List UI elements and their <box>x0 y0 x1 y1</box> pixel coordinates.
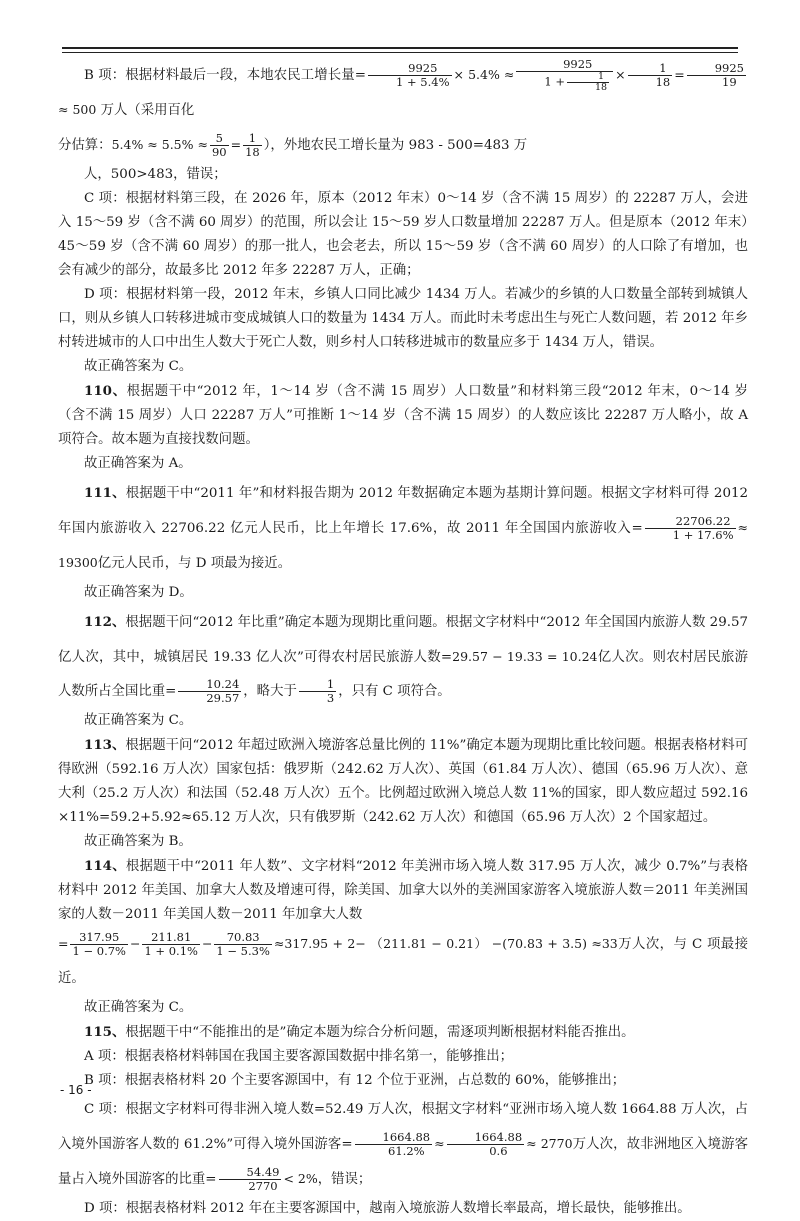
item-d-115: D 项：根据表格材料 2012 年在主要客源国中，越南入境旅游人数增长率最高，增长最快，能够推出。 <box>84 1201 691 1216</box>
answer-112: 故正确答案为 C。 <box>84 713 193 728</box>
fraction: $\frac{1664.88}{61.2\%}$ <box>355 1131 433 1158</box>
answer-114: 故正确答案为 C。 <box>84 1000 193 1015</box>
fraction: $\frac{1}{18}$ <box>245 131 260 159</box>
b-item-lead: B 项：根据材料最后一段，本地农民工增长量= <box>84 68 367 83</box>
item-b-115: B 项：根据表格材料 20 个主要客源国中，有 12 个位于亚洲，占总数的 60%，能够推出； <box>84 1073 626 1088</box>
b-item-line3: 人，500>483，错误； <box>84 167 227 182</box>
question-112: 112、根据题干问“2012 年比重”确定本题为现期比重问题。根据文字材料中“2012 年全国国内旅游人数 29.57 亿人次，其中，城镇居民 19.33 亿人次”可得农村居民旅游人数=29.57 − 19.33 = 10.24亿人次。则农村居民旅游人数所占全国比重= $\frac{10.24}{29.57}$ ，略大于 $\frac{1}{3}$ ，只有 C 项符合。 <box>58 614 749 705</box>
header-rule <box>62 47 738 49</box>
question-115: 115、根据题干中“不能推出的是”确定本题为综合分析问题，需逐项判断根据材料能否推出。 <box>84 1024 635 1040</box>
fraction: $\frac{54.49}{2770}$ <box>219 1166 282 1193</box>
fraction: $\frac{10.24}{29.57}$ <box>178 678 241 705</box>
fraction: $\frac{70.83}{1 - 5.3\%}$ <box>216 930 270 958</box>
answer-109: 故正确答案为 C。 <box>84 359 193 374</box>
header-rule-thin <box>62 52 738 53</box>
fraction: $\frac{1}{18}$ <box>628 62 673 89</box>
item-a-115: A 项：根据表格材料韩国在我国主要客源国数据中排名第一，能够推出； <box>84 1049 514 1064</box>
answer-113: 故正确答案为 B。 <box>84 834 192 849</box>
fraction: $\frac{9925}{1 + 5.4\%}$ <box>368 62 451 89</box>
fraction: $\frac{9925}{19}$ <box>687 62 746 89</box>
b-item-line1: B 项：根据材料最后一段，本地农民工增长量= $\frac{9925}{1 + 5.4\%}$ × 5.4% ≈ 9925 1 + $\frac{1}{18}$ × $\frac{1}{18}$ = $\frac{9925}{19}$ ≈ 500 万人（采用百化 <box>58 57 744 118</box>
d-item: D 项：根据材料第一段，2012 年末，乡镇人口同比减少 1434 万人。若减少的乡镇的人口数量全部转到城镇人口，则从乡镇人口转移进城市变成城镇人口的数量为 1434 万人。而此时未考虑出生与死亡人数问题，若 2012 年乡村转进城市的人口中出生人数大于死亡人数，则乡村人口转移进城市的数量应多于 1434 万人，错误。 <box>58 287 748 350</box>
c-item: C 项：根据材料第三段，在 2026 年，原本（2012 年末）0～14 岁（含不满 15 周岁）的 22287 万人，会进入 15～59 岁（含不满 60 周岁）的范围，所以会让 15～59 岁人口数量增加 22287 万人。但是原本（2012 年末）45～59 岁（含不满 60 周岁）的那一批人，也会老去，所以 15～59 岁（含不满 60 周岁）的人口除了有增加，也会有减少的部分，故最多比 2012 年多 22287 万人，正确； <box>58 191 748 278</box>
question-number: 111、 <box>84 485 126 501</box>
question-number: 113、 <box>84 737 126 753</box>
question-113: 113、根据题干问“2012 年超过欧洲入境游客总量比例的 11%”确定本题为现期比重比较问题。根据表格材料可得欧洲（592.16 万人次）国家包括：俄罗斯（242.62 万人次）、英国（61.84 万人次）、德国（65.96 万人次）、意大利（25.2 万人次）和法国（52.48 万人次）五个。比例超过欧洲入境总人数 11%的国家，即人数应超过 592.16 ×11%=59.2+5.92≈65.12 万人次，只有俄罗斯（242.62 万人次）和德国（65.96 万人次）2 个国家超过。 <box>58 737 748 825</box>
answer-110: 故正确答案为 A。 <box>84 456 192 471</box>
question-110: 110、根据题干中“2012 年，1～14 岁（含不满 15 周岁）人口数量”和材料第三段“2012 年末，0～14 岁（含不满 15 周岁）人口 22287 万人”可推断 1～14 岁（含不满 15 周岁）的人数应该比 22287 万人略小，故 A 项符合。故本题为直接找数问题。 <box>58 383 749 447</box>
fraction: 9925 1 + $\frac{1}{18}$ <box>516 58 613 93</box>
question-number: 110、 <box>84 383 127 399</box>
fraction: $\frac{5}{90}$ <box>211 131 227 159</box>
question-114: 114、根据题干中“2011 年人数”、文字材料“2012 年美洲市场入境人数 317.95 万人次，减少 0.7%”与表格材料中 2012 年美国、加拿大人数及增速可得，除美国、加拿大以外的美洲国家游客入境旅游人数＝2011 年美洲国家的人数－2011 年美国人数－2011 年加拿大人数 <box>58 858 749 922</box>
answer-111: 故正确答案为 D。 <box>84 585 193 600</box>
question-number: 112、 <box>84 614 126 630</box>
fraction: $\frac{1664.88}{0.6}$ <box>447 1131 525 1158</box>
page-body <box>58 58 748 1221</box>
question-number: 115、 <box>84 1024 126 1040</box>
fraction: $\frac{22706.22}{1 + 17.6\%}$ <box>645 515 736 542</box>
equation-114: = $\frac{317.95}{1 - 0.7\%}$ − $\frac{211.81}{1 + 0.1\%}$ − $\frac{70.83}{1 - 5.3\%}$ ≈317.95 + 2− （211.81 − 0.21） −(70.83 + 3.5) ≈33万人次，与 C 项最接近。 <box>58 930 748 986</box>
question-111: 111、根据题干中“2011 年”和材料报告期为 2012 年数据确定本题为基期计算问题。根据文字材料可得 2012 年国内旅游收入 22706.22 亿元人民币，比上年增长 17.6%，故 2011 年全国国内旅游收入= $\frac{22706.22}{1 + 17.6\%}$ ≈ 19300亿元人民币，与 D 项最为接近。 <box>58 485 748 571</box>
question-number: 114、 <box>84 858 126 874</box>
fraction: $\frac{211.81}{1 + 0.1\%}$ <box>144 930 198 958</box>
b-item-line2: 分估算：5.4% ≈ 5.5% ≈ $\frac{5}{90}$ = $\frac{1}{18}$ ），外地农民工增长量为 983 - 500=483 万 <box>58 131 528 159</box>
page-number: - 16 - <box>60 1083 92 1097</box>
fraction: $\frac{317.95}{1 - 0.7\%}$ <box>72 930 126 958</box>
item-c-115: C 项：根据文字材料可得非洲入境人数=52.49 万人次，根据文字材料“亚洲市场入境人数 1664.88 万人次，占入境外国游客人数的 61.2%”可得入境外国游客= $\frac{1664.88}{61.2\%}$ ≈ $\frac{1664.88}{0.6}$ ≈ 2770万人次，故非洲地区入境游客量占入境外国游客的比重= $\frac{54.49}{2770}$ < 2%，错误； <box>58 1102 748 1193</box>
fraction: $\frac{1}{3}$ <box>299 678 336 705</box>
